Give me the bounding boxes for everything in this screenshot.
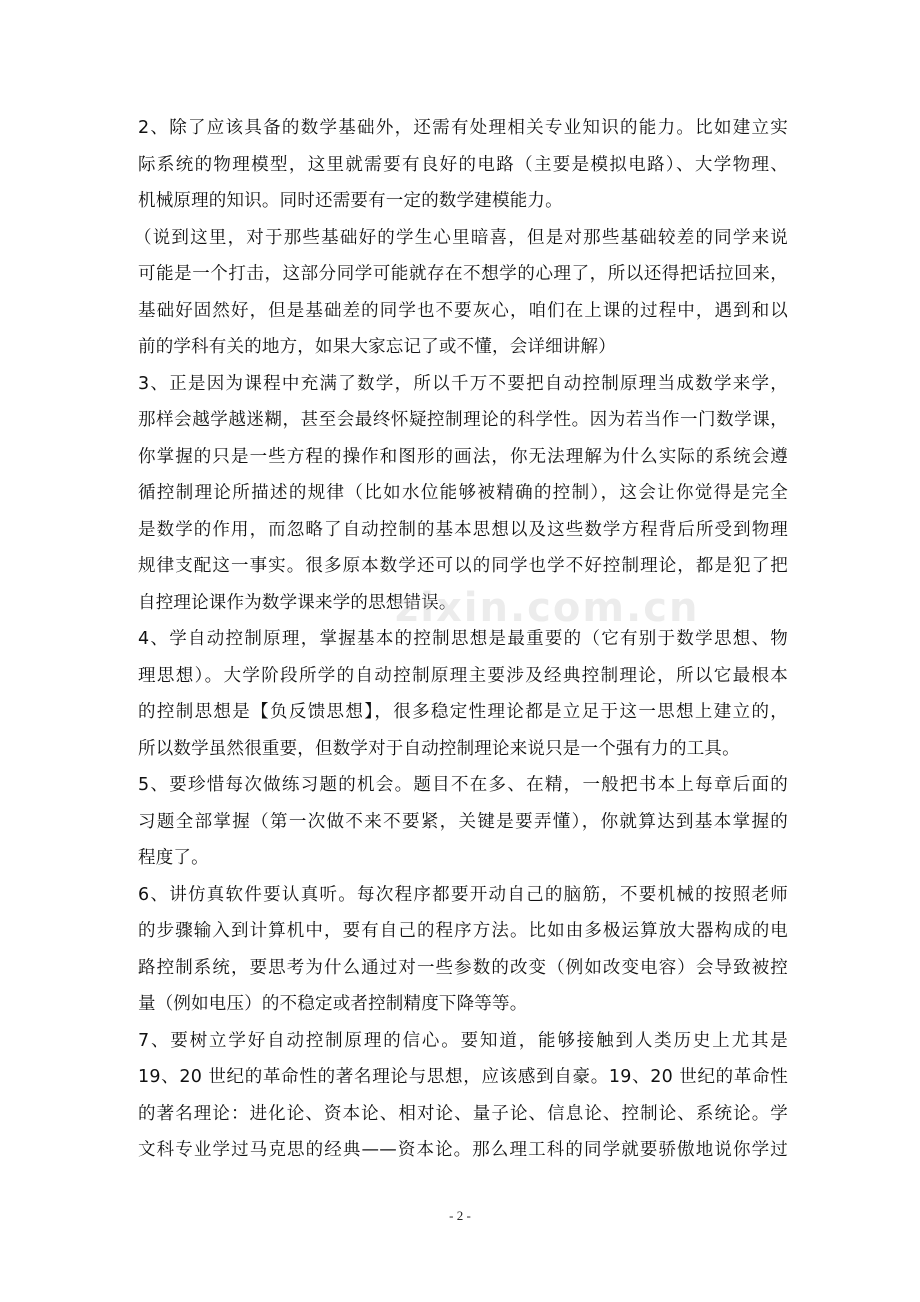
text-line: 6、讲仿真软件要认真听。每次程序都要开动自己的脑筋，不要机械的按照老师 <box>138 884 788 905</box>
text-line: 的著名理论：进化论、资本论、相对论、量子论、信息论、控制论、系统论。学 <box>138 1103 788 1124</box>
text-line: 文科专业学过马克思的经典——资本论。那么理工科的同学就要骄傲地说你学过 <box>138 1140 788 1160</box>
text-line: 路控制系统，要思考为什么通过对一些参数的改变（例如改变电容）会导致被控 <box>138 957 788 978</box>
text-line: 程度了。 <box>138 848 209 868</box>
text-line: 可能是一个打击，这部分同学可能就存在不想学的心理了，所以还得把话拉回来， <box>138 264 788 284</box>
text-line: 19、20 世纪的革命性的著名理论与思想，应该感到自豪。19、20 世纪的革命性 <box>138 1067 788 1087</box>
text-line: 理思想）。大学阶段所学的自动控制原理主要涉及经典控制理论，所以它最根本 <box>138 665 788 686</box>
text-line: 际系统的物理模型，这里就需要有良好的电路（主要是模拟电路）、大学物理、 <box>138 154 788 175</box>
text-line: 机械原理的知识。同时还需要有一定的数学建模能力。 <box>138 191 563 211</box>
document-body <box>134 110 788 1169</box>
text-line: 7、要树立学好自动控制原理的信心。要知道，能够接触到人类历史上尤其是 <box>138 1030 788 1051</box>
text-line: 习题全部掌握（第一次做不来不要紧，关键是要弄懂），你就算达到基本掌握的 <box>138 811 788 832</box>
text-line: 你掌握的只是一些方程的操作和图形的画法，你无法理解为什么实际的系统会遵 <box>138 446 788 467</box>
text-line: 的步骤输入到计算机中，要有自己的程序方法。比如由多极运算放大器构成的电 <box>138 921 788 941</box>
text-line: 所以数学虽然很重要，但数学对于自动控制理论来说只是一个强有力的工具。 <box>138 738 740 759</box>
text-line: 规律支配这一事实。很多原本数学还可以的同学也学不好控制理论，都是犯了把 <box>138 556 788 576</box>
text-line: 5、要珍惜每次做练习题的机会。题目不在多、在精，一般把书本上每章后面的 <box>138 775 788 795</box>
text-line: 是数学的作用，而忽略了自动控制的基本思想以及这些数学方程背后所受到物理 <box>138 519 788 540</box>
text-line: 3、正是因为课程中充满了数学，所以千万不要把自动控制原理当成数学来学， <box>138 373 788 394</box>
page-number: - 2 - <box>449 1208 471 1223</box>
text-line: 前的学科有关的地方，如果大家忘记了或不懂，会详细讲解） <box>138 337 616 357</box>
text-line: 的控制思想是【负反馈思想】，很多稳定性理论都是立足于这一思想上建立的， <box>138 702 788 722</box>
text-line: 4、学自动控制原理，掌握基本的控制思想是最重要的（它有别于数学思想、物 <box>138 629 788 649</box>
text-line: 量（例如电压）的不稳定或者控制精度下降等等。 <box>138 994 528 1014</box>
text-line: （说到这里，对于那些基础好的学生心里暗喜，但是对那些基础较差的同学来说 <box>134 227 788 248</box>
text-line: 2、除了应该具备的数学基础外，还需有处理相关专业知识的能力。比如建立实 <box>138 118 788 138</box>
watermark: zixin.com.cn <box>395 585 700 631</box>
text-line: 循控制理论所描述的规律（比如水位能够被精确的控制），这会让你觉得是完全 <box>138 483 788 503</box>
text-line: 那样会越学越迷糊，甚至会最终怀疑控制理论的科学性。因为若当作一门数学课， <box>138 410 788 430</box>
text-line: 自控理论课作为数学课来学的思想错误。 <box>138 592 457 613</box>
text-line: 基础好固然好，但是基础差的同学也不要灰心，咱们在上课的过程中，遇到和以 <box>138 300 788 321</box>
